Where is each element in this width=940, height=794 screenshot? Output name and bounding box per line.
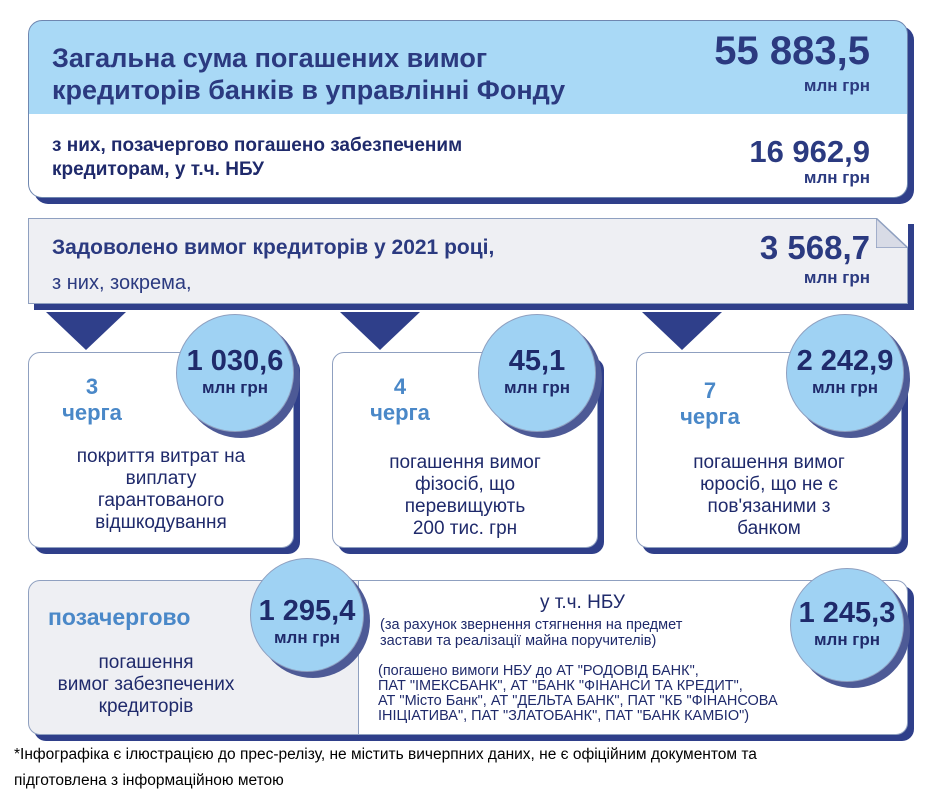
year-unit: млн грн [803,268,870,287]
total-title: Загальна сума погашених вимог кредиторів банків в управлінні Фонду [52,43,566,105]
queue-3-label: 3 черга [62,374,122,425]
priority-unit: млн грн [273,628,341,647]
priority-amount-circle [250,558,364,672]
year-subtitle: з них, зокрема, [52,272,192,294]
total-value: 55 883,5 [714,29,870,73]
total-unit: млн грн [803,76,870,95]
pointer-arrow-2 [340,312,420,350]
queue-7-value: 2 242,9 [796,345,894,377]
queue-3-value: 1 030,6 [186,345,284,377]
nbu-unit: млн грн [813,630,881,649]
priority-title: позачергово [48,604,191,630]
queue-7-amount-circle [786,314,904,432]
priority-value: 1 295,4 [258,595,356,627]
queue-4-value: 45,1 [508,345,566,377]
nbu-value: 1 245,3 [798,597,896,629]
queue-7-description: погашення вимог юросіб, що не є пов'язаними з банком [693,452,845,539]
priority-secured-text: з них, позачергово погашено забезпеченим кредиторам, у т.ч. НБУ [52,135,463,180]
nbu-banks-list: (погашено вимоги НБУ до АТ "РОДОВІД БАНК", ПАТ "ІМЕКСБАНК", АТ "БАНК "ФІНАНСИ ТА КРЕДИТ", АТ "Місто Банк", АТ "ДЕЛЬТА БАНК", ПАТ "КБ "ФІНАНСОВА ІНІЦІАТИВА", ПАТ "ЗЛАТОБАНК", ПАТ "БАНК КАМБІО") [378,663,778,724]
queue-4-amount-circle [478,314,596,432]
priority-description: погашення вимог забезпечених кредиторів [57,652,235,717]
queue-4-description: погашення вимог фізосіб, що перевищують 200 тис. грн [389,452,541,539]
priority-secured-value: 16 962,9 [749,134,870,169]
folded-corner-icon [876,218,908,248]
nbu-note: (за рахунок звернення стягнення на предмет застави та реалізації майна поручителів) [380,617,683,649]
nbu-amount-circle [790,568,904,682]
nbu-title: у т.ч. НБУ [540,592,625,613]
queue-3-amount-circle [176,314,294,432]
year-value: 3 568,7 [759,229,870,266]
queue-7-unit: млн грн [811,378,879,397]
disclaimer-footnote: *Інфографіка є ілюстрацією до прес-релізу, не містить вичерпних даних, не є офіційним документом та підготовлена з інформаційною метою [14,746,757,789]
year-title: Задоволено вимог кредиторів у 2021 році, [52,236,495,259]
queue-3-description: покриття витрат на виплату гарантованого відшкодування [76,446,246,533]
queue-3-unit: млн грн [201,378,269,397]
pointer-arrow-1 [46,312,126,350]
queue-4-unit: млн грн [503,378,571,397]
priority-secured-unit: млн грн [803,168,870,187]
queue-7-label: 7 черга [680,378,740,429]
queue-4-label: 4 черга [370,374,430,425]
pointer-arrow-3 [642,312,722,350]
